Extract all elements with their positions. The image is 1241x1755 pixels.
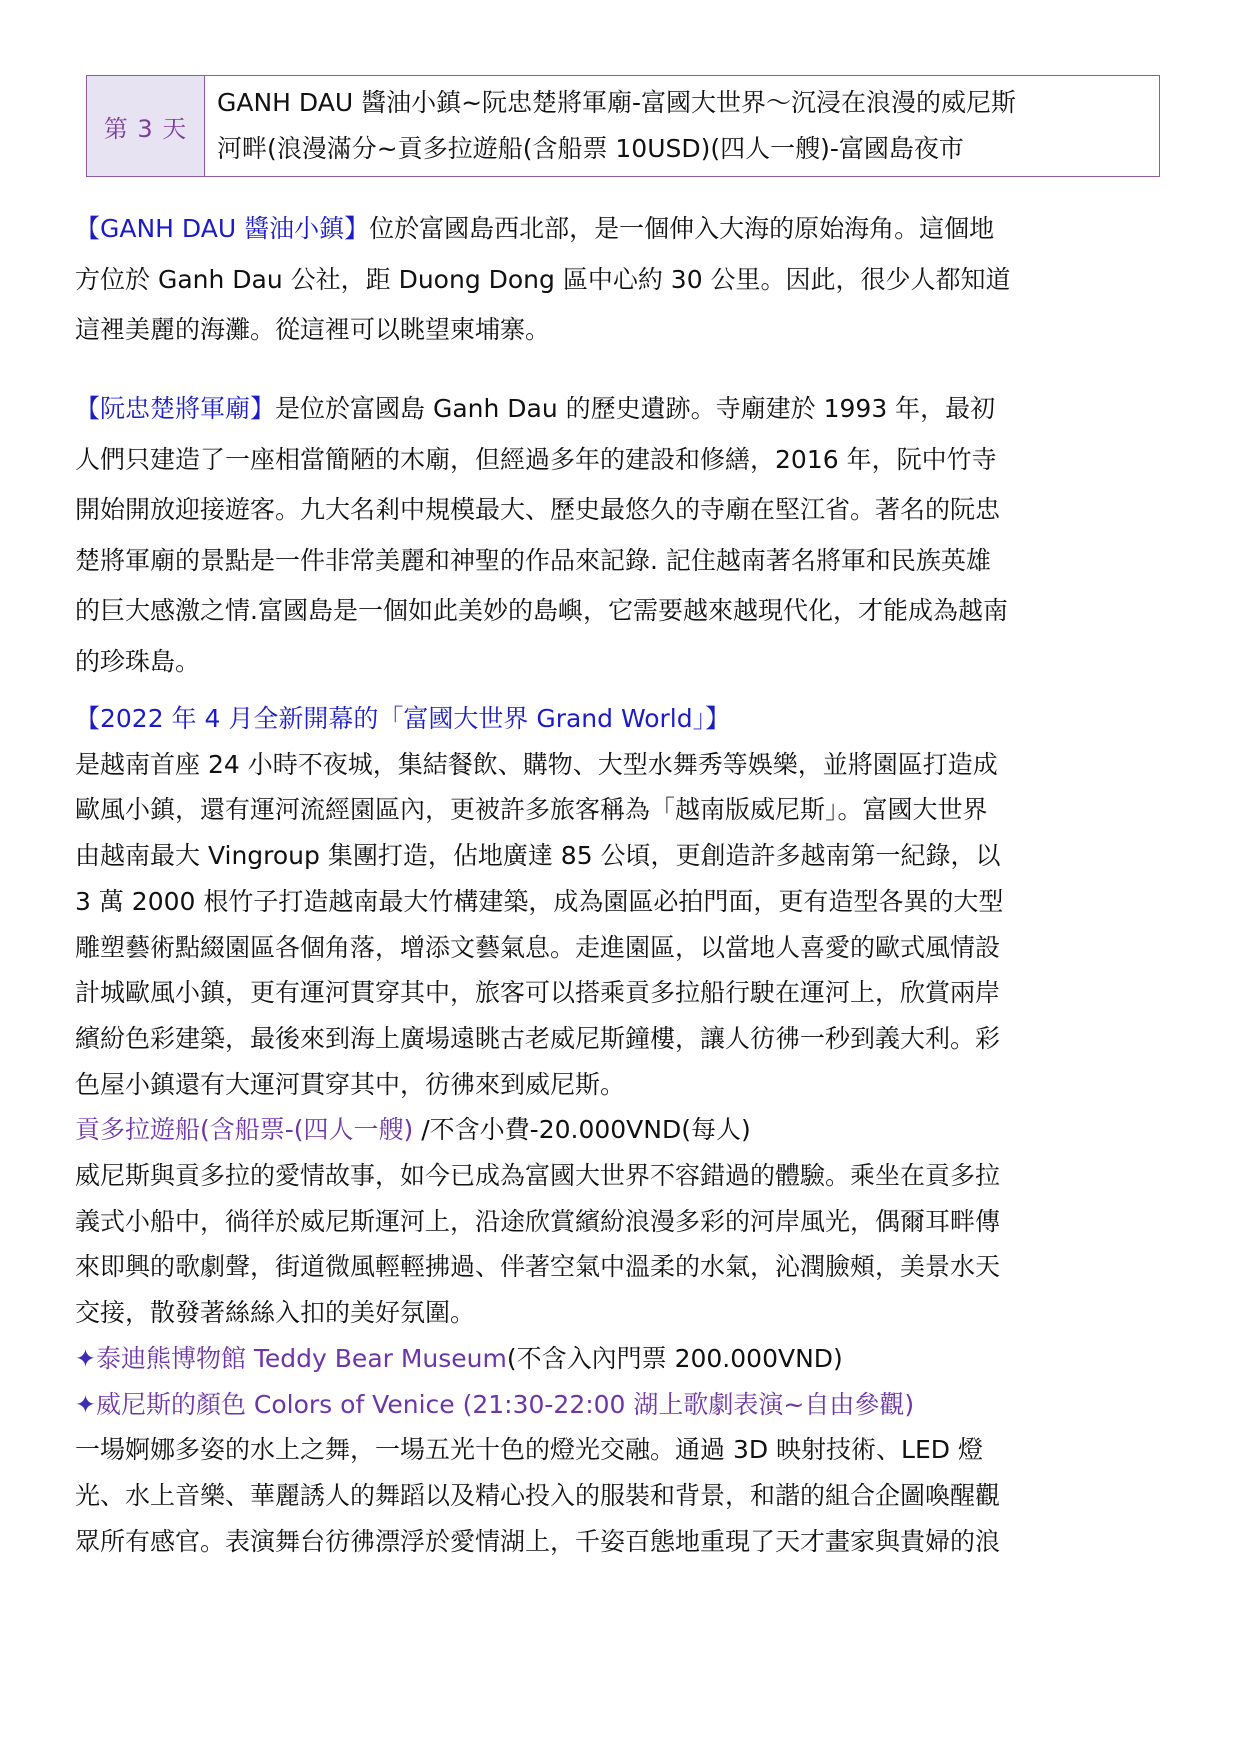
teddy-bear-heading: ✦泰迪熊博物館 Teddy Bear Museum(不含入內門票 200.000VND): [75, 1343, 843, 1373]
paragraph-line: 繽紛色彩建築，最後來到海上廣場遠眺古老威尼斯鐘樓，讓人彷彿一秒到義大利。彩: [75, 1023, 1001, 1053]
star-icon: ✦: [75, 1343, 96, 1373]
paragraph-line: 【GANH DAU 醬油小鎮】位於富國島西北部，是一個伸入大海的原始海角。這個地: [75, 214, 995, 243]
paragraph-line: 威尼斯與貢多拉的愛情故事，如今已成為富國大世界不容錯過的體驗。乘坐在貢多拉: [75, 1161, 1001, 1191]
paragraph-line: 一場婀娜多姿的水上之舞，一場五光十色的燈光交融。通過 3D 映射技術、LED 燈: [75, 1435, 983, 1465]
day-title: [205, 76, 1159, 176]
paragraph-line: 光、水上音樂、華麗誘人的舞蹈以及精心投入的服裝和背景，和諧的組合企圖喚醒觀: [75, 1480, 1001, 1510]
paragraph-line: 方位於 Ganh Dau 公社，距 Duong Dong 區中心約 30 公里。因此，很少人都知道: [75, 264, 1011, 294]
paragraph-line: 3 萬 2000 根竹子打造越南最大竹構建築，成為園區必拍門面，更有造型各異的大型: [75, 886, 1004, 916]
day-header-table: [86, 75, 1160, 177]
paragraph-line: 的巨大感激之情.富國島是一個如此美妙的島嶼，它需要越來越現代化，才能成為越南: [75, 596, 1008, 625]
paragraph-line: 的珍珠島。: [75, 646, 201, 676]
section-temple: [75, 384, 1165, 687]
paragraph-line: 這裡美麗的海灘。從這裡可以眺望柬埔寨。: [75, 315, 551, 344]
section-grand-world: [75, 696, 1165, 1564]
section-heading: 【GANH DAU 醬油小鎮】: [75, 214, 370, 243]
paragraph-line: 來即興的歌劇聲，街道微風輕輕拂過、伴著空氣中溫柔的水氣，沁潤臉頰，美景水天: [75, 1252, 1001, 1282]
paragraph-line: 色屋小鎮還有大運河貫穿其中，彷彿來到威尼斯。: [75, 1069, 626, 1099]
section-heading: 【2022 年 4 月全新開幕的「富國大世界 Grand World」】: [75, 704, 731, 733]
paragraph-line: 【阮忠楚將軍廟】是位於富國島 Ganh Dau 的歷史遺跡。寺廟建於 1993 年，最初: [75, 394, 996, 423]
paragraph-line: 歐風小鎮，還有運河流經園區內，更被許多旅客稱為「越南版威尼斯」。富國大世界: [75, 795, 988, 825]
paragraph-line: 楚將軍廟的景點是一件非常美麗和神聖的作品來記錄. 記住越南著名將軍和民族英雄: [75, 545, 991, 575]
star-icon: ✦: [75, 1389, 96, 1419]
gondola-heading: 貢多拉遊船(含船票-(四人一艘) /不含小費-20.000VND(每人): [75, 1115, 751, 1145]
paragraph-line: 雕塑藝術點綴園區各個角落，增添文藝氣息。走進園區，以當地人喜愛的歐式風情設: [75, 932, 1001, 962]
paragraph-line: 計城歐風小鎮，更有運河貫穿其中，旅客可以搭乘貢多拉船行駛在運河上，欣賞兩岸: [75, 978, 1001, 1008]
paragraph-line: 眾所有感官。表演舞台彷彿漂浮於愛情湖上，千姿百態地重現了天才畫家與貴婦的浪: [75, 1526, 1001, 1556]
day-label: 第 3 天: [87, 76, 205, 176]
paragraph-line: 由越南最大 Vingroup 集團打造，佔地廣達 85 公頃，更創造許多越南第一紀錄，以: [75, 841, 1001, 871]
paragraph-line: 交接，散發著絲絲入扣的美好氛圍。: [75, 1298, 476, 1328]
section-heading: 【阮忠楚將軍廟】: [75, 394, 276, 423]
paragraph-line: 人們只建造了一座相當簡陋的木廟，但經過多年的建設和修繕，2016 年，阮中竹寺: [75, 444, 997, 474]
paragraph-line: 開始開放迎接遊客。九大名剎中規模最大、歷史最悠久的寺廟在堅江省。著名的阮忠: [75, 495, 1001, 524]
day-title-line: GANH DAU 醬油小鎮~阮忠楚將軍廟-富國大世界～沉浸在浪漫的威尼斯: [217, 88, 1017, 117]
paragraph-line: 是越南首座 24 小時不夜城，集結餐飲、購物、大型水舞秀等娛樂，並將園區打造成: [75, 749, 998, 779]
section-ganh-dau: [75, 204, 1165, 356]
paragraph-line: 義式小船中，徜徉於威尼斯運河上，沿途欣賞繽紛浪漫多彩的河岸風光，偶爾耳畔傳: [75, 1206, 1001, 1236]
day-title-line: 河畔(浪漫滿分~貢多拉遊船(含船票 10USD)(四人一艘)-富國島夜市: [217, 134, 964, 163]
venice-heading: ✦威尼斯的顏色 Colors of Venice (21:30-22:00 湖上歌劇表演~自由參觀): [75, 1389, 915, 1419]
